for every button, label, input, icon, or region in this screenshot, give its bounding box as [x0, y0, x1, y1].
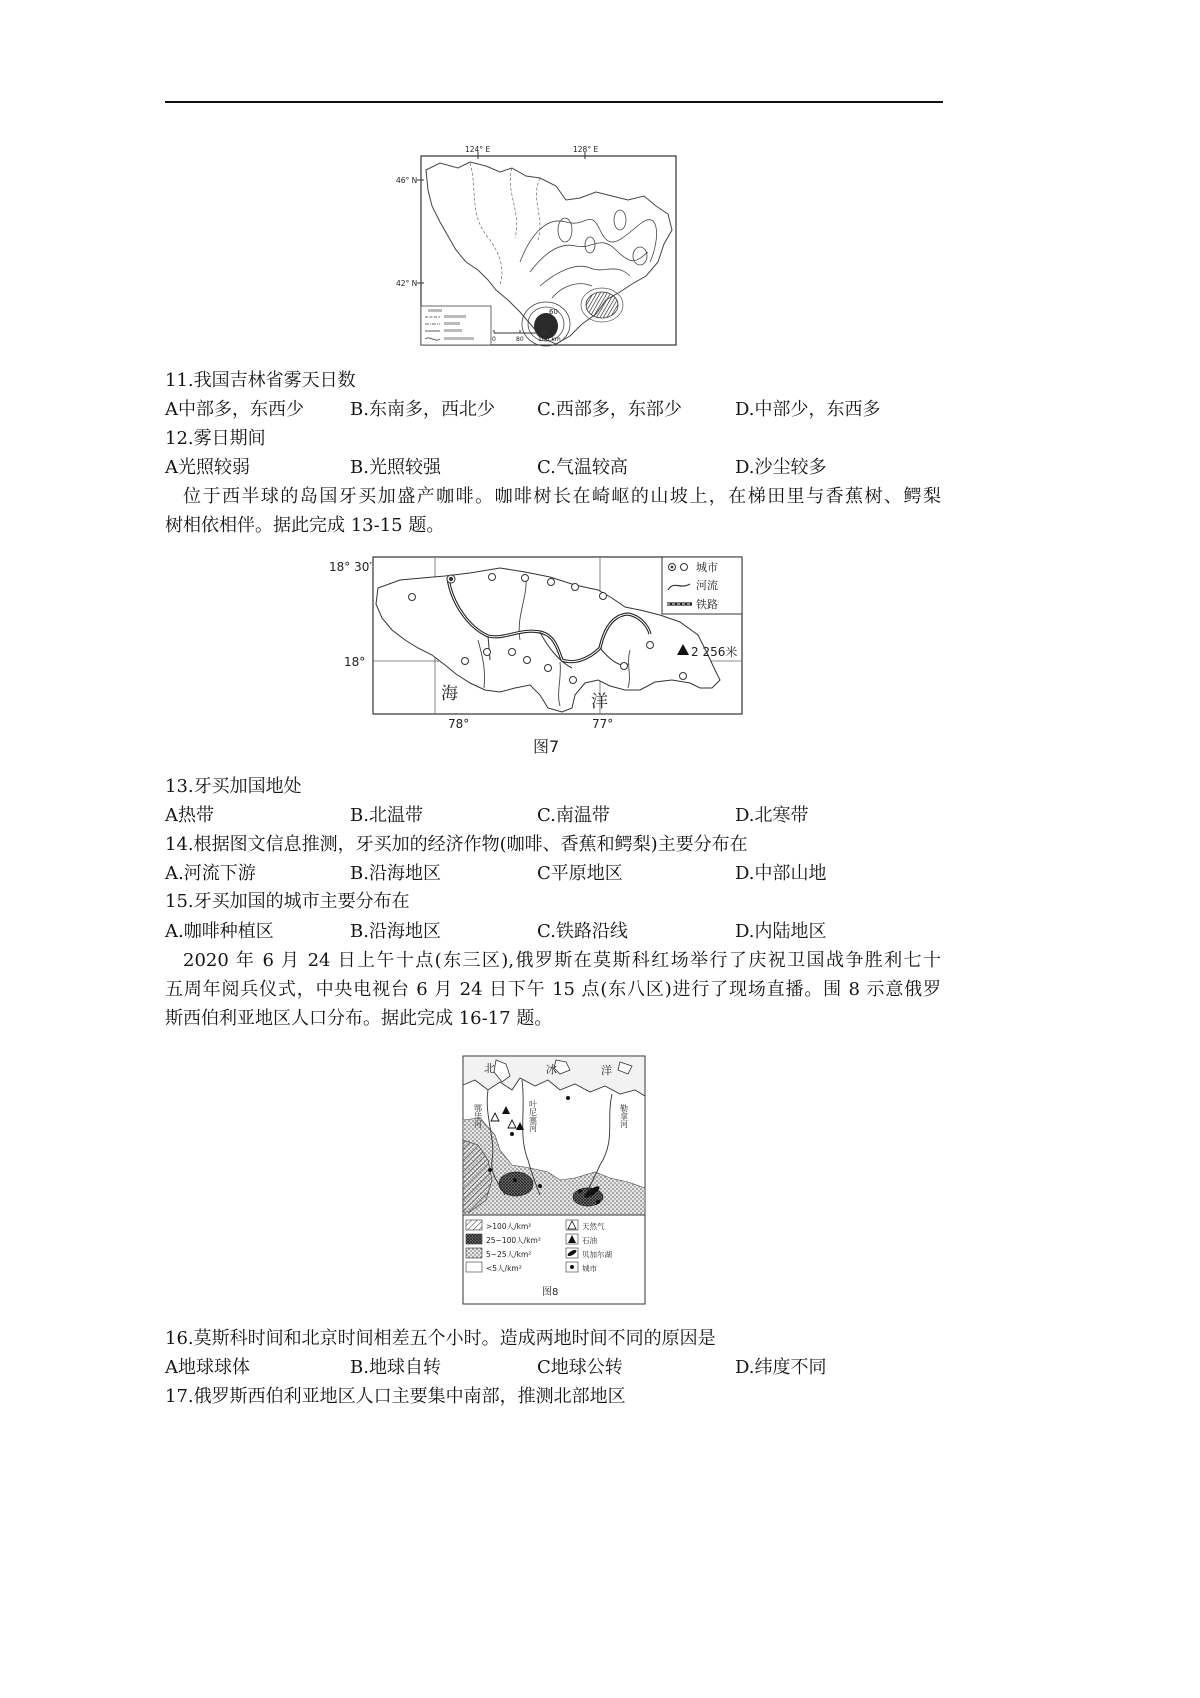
option-a: A地球球体	[165, 1357, 250, 1378]
peak-elevation-label: 2 256米	[691, 645, 738, 659]
option-d: D.沙尘较多	[735, 457, 827, 478]
option-b: B.北温带	[350, 805, 423, 826]
option-d: D.北寒带	[735, 805, 809, 826]
question-stem: 16.莫斯科时间和北京时间相差五个小时。造成两地时间不同的原因是	[165, 1328, 716, 1349]
option-c: C.铁路沿线	[537, 921, 628, 942]
legend-label: 25~100人/km²	[486, 1236, 541, 1245]
legend-label: 城市	[696, 561, 718, 574]
longitude-label: 124° E	[465, 145, 491, 154]
option-c: C.西部多，东部少	[537, 399, 682, 420]
question-stem: 17.俄罗斯西伯利亚地区人口主要集中南部，推测北部地区	[165, 1386, 626, 1407]
passage-line: 2020 年 6 月 24 日上午十点(东三区),俄罗斯在莫斯科红场举行了庆祝卫国战争胜利七十	[183, 950, 941, 971]
hatched-fog-zone	[581, 288, 623, 322]
scale-label: 160 km	[538, 336, 561, 343]
legend-label: 5~25人/km²	[486, 1250, 532, 1259]
option-a: A中部多，东西少	[165, 399, 304, 420]
scale-label: 80	[516, 336, 524, 343]
map-legend	[662, 557, 742, 614]
legend-label: <5人/km²	[486, 1264, 522, 1273]
option-c: C平原地区	[537, 863, 623, 884]
legend-label: 河流	[696, 579, 718, 592]
passage-line: 树相依相伴。据此完成 13-15 题。	[165, 515, 445, 536]
option-b: B.地球自转	[350, 1357, 441, 1378]
latitude-label: 18° 30′	[329, 560, 373, 574]
option-a: A.咖啡种植区	[165, 921, 274, 942]
map-legend	[421, 306, 491, 345]
longitude-label: 78°	[448, 717, 470, 731]
latitude-label: 42° N	[396, 279, 418, 288]
option-b: B.沿海地区	[350, 921, 441, 942]
ocean-label: 洋	[601, 1064, 612, 1077]
header-rule	[165, 101, 943, 103]
legend-label: 城市	[582, 1264, 597, 1273]
ocean-label: 北	[484, 1062, 495, 1075]
sea-label: 海	[441, 684, 458, 704]
passage-line: 五周年阅兵仪式，中央电视台 6 月 24 日下午 15 点(东八区)进行了现场直播。围 8 示意俄罗	[165, 979, 941, 1000]
figure-caption: 图8	[542, 1287, 559, 1298]
longitude-label: 128° E	[573, 145, 599, 154]
option-b: B.光照较强	[350, 457, 441, 478]
legend-label: >100人/km²	[486, 1222, 532, 1231]
option-d: D.纬度不同	[735, 1357, 827, 1378]
option-a: A光照较弱	[165, 457, 250, 478]
option-a: A热带	[165, 805, 214, 826]
question-stem: 12.雾日期间	[165, 428, 266, 449]
option-a: A.河流下游	[165, 863, 256, 884]
passage-line: 斯西伯利亚地区人口分布。据此完成 16-17 题。	[165, 1008, 553, 1029]
jilin-fog-map	[390, 140, 700, 355]
question-stem: 11.我国吉林省雾天日数	[165, 370, 356, 391]
option-b: B.东南多，西北少	[350, 399, 495, 420]
option-d: D.中部少，东西多	[735, 399, 881, 420]
question-stem: 14.根据图文信息推测，牙买加的经济作物(咖啡、香蕉和鳄梨)主要分布在	[165, 834, 748, 855]
question-stem: 15.牙买加国的城市主要分布在	[165, 891, 410, 912]
option-c: C地球公转	[537, 1357, 623, 1378]
question-stem: 13.牙买加国地处	[165, 776, 302, 797]
scale-label: 0	[492, 336, 496, 343]
option-d: D.内陆地区	[735, 921, 827, 942]
jamaica-map	[318, 550, 748, 765]
siberia-population-map	[455, 1050, 650, 1310]
river-label: 勒拿河	[619, 1104, 629, 1128]
legend-label: 铁路	[696, 598, 718, 611]
legend-label: 贝加尔湖	[582, 1250, 612, 1259]
option-b: B.沿海地区	[350, 863, 441, 884]
option-c: C.南温带	[537, 805, 610, 826]
legend-label: 天然气	[582, 1222, 605, 1231]
sea-label: 洋	[591, 692, 608, 712]
passage-line: 位于西半球的岛国牙买加盛产咖啡。咖啡树长在崎岖的山坡上，在梯田里与香蕉树、鳄梨	[183, 486, 941, 507]
figure-caption: 图7	[533, 737, 560, 756]
legend-label: 石油	[582, 1236, 597, 1245]
river-label: 叶尼塞河	[528, 1100, 538, 1132]
river-label: 鄂毕河	[473, 1104, 483, 1128]
contour-value-label: 60	[549, 308, 558, 316]
ocean-label: 冰	[546, 1063, 557, 1076]
latitude-label: 46° N	[396, 176, 418, 185]
option-c: C.气温较高	[537, 457, 628, 478]
option-d: D.中部山地	[735, 863, 827, 884]
longitude-label: 77°	[592, 717, 614, 731]
latitude-label: 18°	[344, 655, 366, 669]
